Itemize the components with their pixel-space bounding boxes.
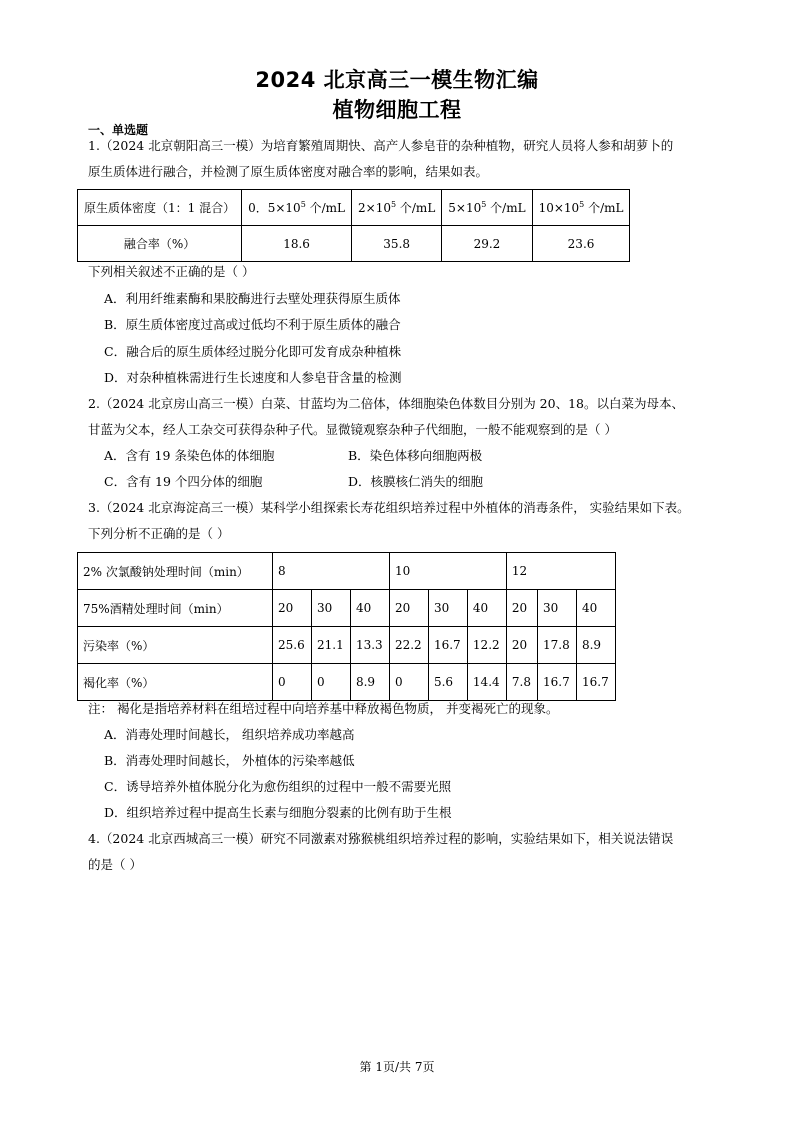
q2-option-d: D．核膜核仁消失的细胞 <box>348 474 484 489</box>
q3-table-row-label: 褐化率（%） <box>78 664 273 701</box>
q1-option-a: A．利用纤维素酶和果胶酶进行去壁处理获得原生质体 <box>104 291 401 306</box>
q1-option-d: D．对杂种植株需进行生长速度和人参皂苷含量的检测 <box>104 370 402 385</box>
q3-table-cell: 12 <box>506 553 615 590</box>
q3-table-cell: 12.2 <box>467 627 506 664</box>
q3-table-cell: 13.3 <box>350 627 389 664</box>
q3-table-cell: 20 <box>506 590 537 627</box>
q1-table <box>77 189 630 262</box>
q1-line1: 1.（2024 北京朝阳高三一模）为培育繁殖周期快、高产人参皂苷的杂种植物，研究人员将人参和胡萝卜的 <box>88 138 674 153</box>
q1-option-b: B．原生质体密度过高或过低均不利于原生质体的融合 <box>104 317 401 332</box>
q3-table-cell: 30 <box>428 590 467 627</box>
q2-line2: 甘蓝为父本，经人工杂交可获得杂种子代。显微镜观察杂种子代细胞，一般不能观察到的是（ ） <box>88 422 617 437</box>
q4-line2: 的是（ ） <box>88 857 142 872</box>
q3-table-cell: 8 <box>273 553 390 590</box>
q3-table-row-label: 2% 次氯酸钠处理时间（min） <box>78 553 273 590</box>
q3-option-c: C．诱导培养外植体脱分化为愈伤组织的过程中一般不需要光照 <box>104 779 452 794</box>
q3-table-cell: 25.6 <box>273 627 312 664</box>
q1-table-header-cell: $5\times 10^5$ 个/mL <box>442 190 532 226</box>
q3-table-cell: 0 <box>311 664 350 701</box>
q3-note: 注： 褐化是指培养材料在组培过程中向培养基中释放褐色物质， 并变褐死亡的现象。 <box>88 701 559 716</box>
q1-table-cell: 23.6 <box>532 226 630 262</box>
q1-table-row-label: 融合率（%） <box>78 226 242 262</box>
q3-option-d: D．组织培养过程中提高生长素与细胞分裂素的比例有助于生根 <box>104 805 452 820</box>
q3-line1: 3.（2024 北京海淀高三一模）某科学小组探索长寿花组织培养过程中外植体的消毒条件， 实验结果如下表。 <box>88 500 690 515</box>
q3-table-cell: 40 <box>576 590 615 627</box>
q2-line1: 2.（2024 北京房山高三一模）白菜、甘蓝均为二倍体，体细胞染色体数目分别为 20、18。以白菜为母本、 <box>88 396 684 411</box>
q3-table-cell: 21.1 <box>311 627 350 664</box>
q3-table-cell: 0 <box>389 664 428 701</box>
document-title: 2024 北京高三一模生物汇编 <box>255 68 539 92</box>
q3-table-cell: 30 <box>538 590 577 627</box>
q1-table-cell: 29.2 <box>442 226 532 262</box>
q3-table-cell: 20 <box>506 627 537 664</box>
q3-option-a: A．消毒处理时间越长， 组织培养成功率越高 <box>104 727 355 742</box>
q3-table-row-label: 75%酒精处理时间（min） <box>78 590 273 627</box>
q3-table-cell: 22.2 <box>389 627 428 664</box>
document-subtitle: 植物细胞工程 <box>332 98 462 122</box>
q1-table-header-cell: $10\times 10^5$ 个/mL <box>532 190 630 226</box>
q3-table-cell: 8.9 <box>576 627 615 664</box>
q3-table-cell: 17.8 <box>538 627 577 664</box>
q3-table-cell: 20 <box>273 590 312 627</box>
page-footer: 第 1页/共 7页 <box>359 1060 435 1074</box>
q3-table-cell: 30 <box>311 590 350 627</box>
q3-table-cell: 14.4 <box>467 664 506 701</box>
section-heading: 一、单选题 <box>88 123 149 137</box>
q3-table <box>77 552 616 701</box>
q2-option-a: A．含有 19 条染色体的体细胞 <box>104 448 275 463</box>
q3-table-cell: 0 <box>273 664 312 701</box>
q3-table-cell: 10 <box>389 553 506 590</box>
q1-table-header-cell: 0．$5\times 10^5$ 个/mL <box>242 190 352 226</box>
q2-option-b: B．染色体移向细胞两极 <box>348 448 483 463</box>
q3-option-b: B．消毒处理时间越长， 外植体的污染率越低 <box>104 753 355 768</box>
q1-table-header-cell: $2\times 10^5$ 个/mL <box>352 190 442 226</box>
q1-table-header-label: 原生质体密度（1：1 混合） <box>78 190 242 226</box>
q3-table-cell: 40 <box>350 590 389 627</box>
q4-line1: 4.（2024 北京西城高三一模）研究不同激素对猕猴桃组织培养过程的影响，实验结果如下，相关说法错误 <box>88 831 674 846</box>
q3-table-cell: 16.7 <box>428 627 467 664</box>
q3-table-cell: 5.6 <box>428 664 467 701</box>
q3-table-cell: 20 <box>389 590 428 627</box>
q3-table-cell: 16.7 <box>538 664 577 701</box>
q3-table-cell: 40 <box>467 590 506 627</box>
q3-table-cell: 7.8 <box>506 664 537 701</box>
q1-table-cell: 35.8 <box>352 226 442 262</box>
q1-stem: 下列相关叙述不正确的是（ ） <box>88 264 255 279</box>
q1-option-c: C．融合后的原生质体经过脱分化即可发育成杂种植株 <box>104 344 402 359</box>
q3-line2: 下列分析不正确的是（ ） <box>88 526 230 541</box>
q3-table-row-label: 污染率（%） <box>78 627 273 664</box>
q1-table-cell: 18.6 <box>242 226 352 262</box>
q2-option-c: C．含有 19 个四分体的细胞 <box>104 474 263 489</box>
q3-table-cell: 16.7 <box>576 664 615 701</box>
q3-table-cell: 8.9 <box>350 664 389 701</box>
q1-line2: 原生质体进行融合，并检测了原生质体密度对融合率的影响，结果如表。 <box>88 164 489 179</box>
